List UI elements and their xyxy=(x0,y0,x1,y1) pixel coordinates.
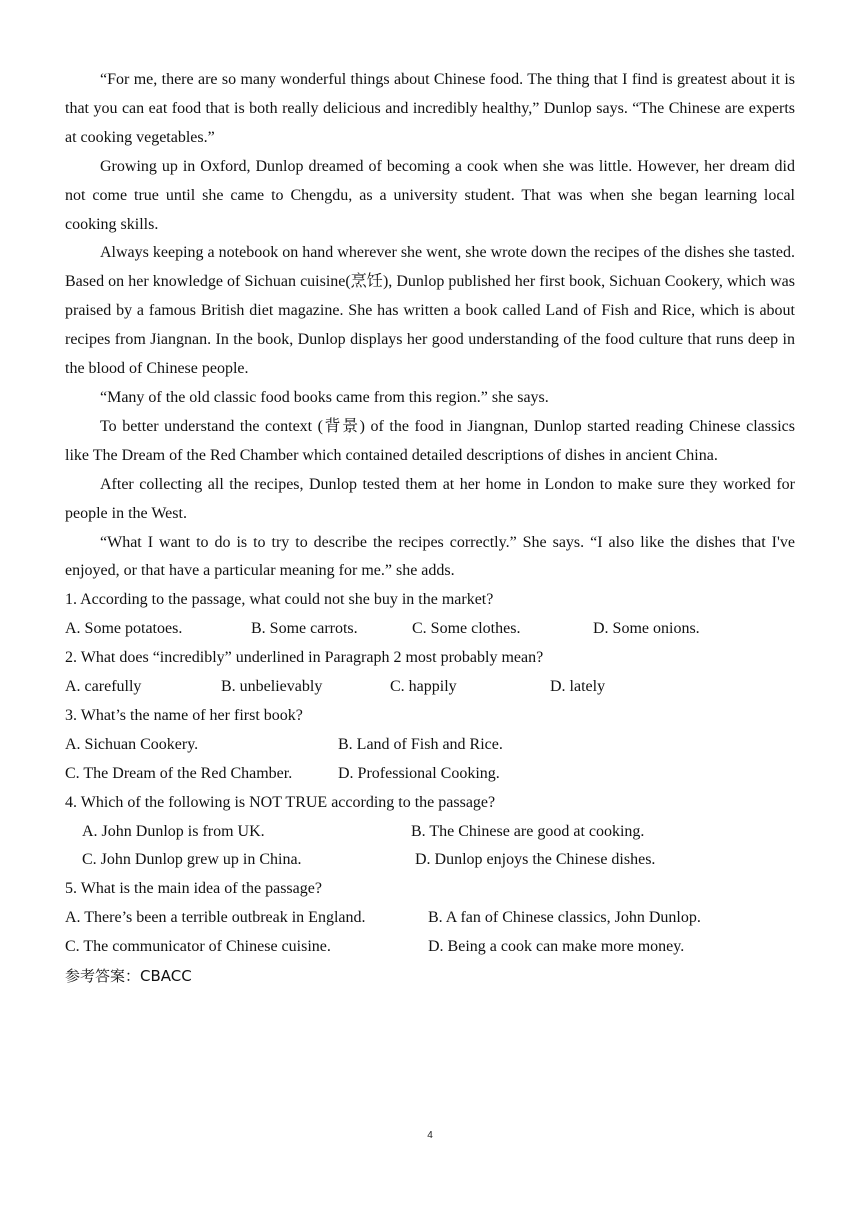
question-3-option-b: B. Land of Fish and Rice. xyxy=(338,735,503,753)
paragraph-5: To better understand the context (背景) of the food in Jiangnan, Dunlop started reading Chinese classics like The Dream of the Red Chamber which contained detailed descriptions of dishes in ancient China. xyxy=(65,417,795,464)
paragraph-7: “What I want to do is to try to describe the recipes correctly.” She says. “I also like the dishes that I've enjoyed, or that have a particular meaning for me.” she adds. xyxy=(65,533,795,580)
paragraph-6: After collecting all the recipes, Dunlop tested them at her home in London to make sure they worked for people in the West. xyxy=(65,475,795,522)
question-4-option-a: A. John Dunlop is from UK. xyxy=(82,822,265,840)
question-4-options-row-1 xyxy=(65,818,795,847)
question-5-option-d: D. Being a cook can make more money. xyxy=(428,938,685,956)
question-2-option-b: B. unbelievably xyxy=(221,678,323,696)
question-5-stem: 5. What is the main idea of the passage? xyxy=(65,880,322,898)
question-3-option-a: A. Sichuan Cookery. xyxy=(65,735,199,753)
question-5-option-a: A. There’s been a terrible outbreak in England. xyxy=(65,909,366,927)
question-5-option-c: C. The communicator of Chinese cuisine. xyxy=(65,938,331,956)
paragraph-1: “For me, there are so many wonderful things about Chinese food. The thing that I find is greatest about it is that you can eat food that is both really delicious and incredibly healthy,” Dunlop says. “The Chinese are experts at cooking vegetables.” xyxy=(65,71,795,146)
question-2-options xyxy=(65,673,795,702)
question-2-stem: 2. What does “incredibly” underlined in Paragraph 2 most probably mean? xyxy=(65,649,544,667)
paragraph-3: Always keeping a notebook on hand wherever she went, she wrote down the recipes of the dishes she tasted. Based on her knowledge of Sichuan cuisine(烹饪), Dunlop published her first book, Sichuan Cookery, which was praised by a famous British diet magazine. She has written a book called Land of Fish and Rice, which is about recipes from Jiangnan. In the book, Dunlop displays her good understanding of the food culture that runs deep in the blood of Chinese people. xyxy=(65,244,795,378)
question-4-options-row-2 xyxy=(65,846,795,875)
question-4-option-b: B. The Chinese are good at cooking. xyxy=(411,822,645,840)
paragraph-2: Growing up in Oxford, Dunlop dreamed of becoming a cook when she was little. However, her dream did not come true until she came to Chengdu, as a university student. That was when she began learning local cooking skills. xyxy=(65,157,795,233)
question-4-option-d: D. Dunlop enjoys the Chinese dishes. xyxy=(415,851,656,869)
question-1-option-a: A. Some potatoes. xyxy=(65,620,183,638)
question-1-options xyxy=(65,615,795,644)
question-5-options-row-2 xyxy=(65,933,795,962)
question-4-option-c: C. John Dunlop grew up in China. xyxy=(82,851,302,869)
answer-key: 参考答案：CBACC xyxy=(65,966,192,985)
question-3-option-c: C. The Dream of the Red Chamber. xyxy=(65,764,293,782)
page-content xyxy=(65,66,795,991)
question-1-option-b: B. Some carrots. xyxy=(251,620,358,638)
question-1-option-c: C. Some clothes. xyxy=(412,620,521,638)
paragraph-4: “Many of the old classic food books came from this region.” she says. xyxy=(100,388,549,406)
question-2-option-a: A. carefully xyxy=(65,678,142,696)
question-1-option-d: D. Some onions. xyxy=(593,620,700,638)
question-5-options-row-1 xyxy=(65,904,795,933)
question-1-stem: 1. According to the passage, what could not she buy in the market? xyxy=(65,591,494,609)
question-3-options-row-2 xyxy=(65,760,795,789)
question-5-option-b: B. A fan of Chinese classics, John Dunlop. xyxy=(428,909,701,927)
question-3-stem: 3. What’s the name of her first book? xyxy=(65,706,303,724)
page-number: 4 xyxy=(427,1130,433,1141)
question-2-option-d: D. lately xyxy=(550,678,606,696)
question-3-option-d: D. Professional Cooking. xyxy=(338,764,500,782)
question-4-stem: 4. Which of the following is NOT TRUE according to the passage? xyxy=(65,793,496,811)
question-2-option-c: C. happily xyxy=(390,678,457,696)
question-3-options-row-1 xyxy=(65,731,795,760)
